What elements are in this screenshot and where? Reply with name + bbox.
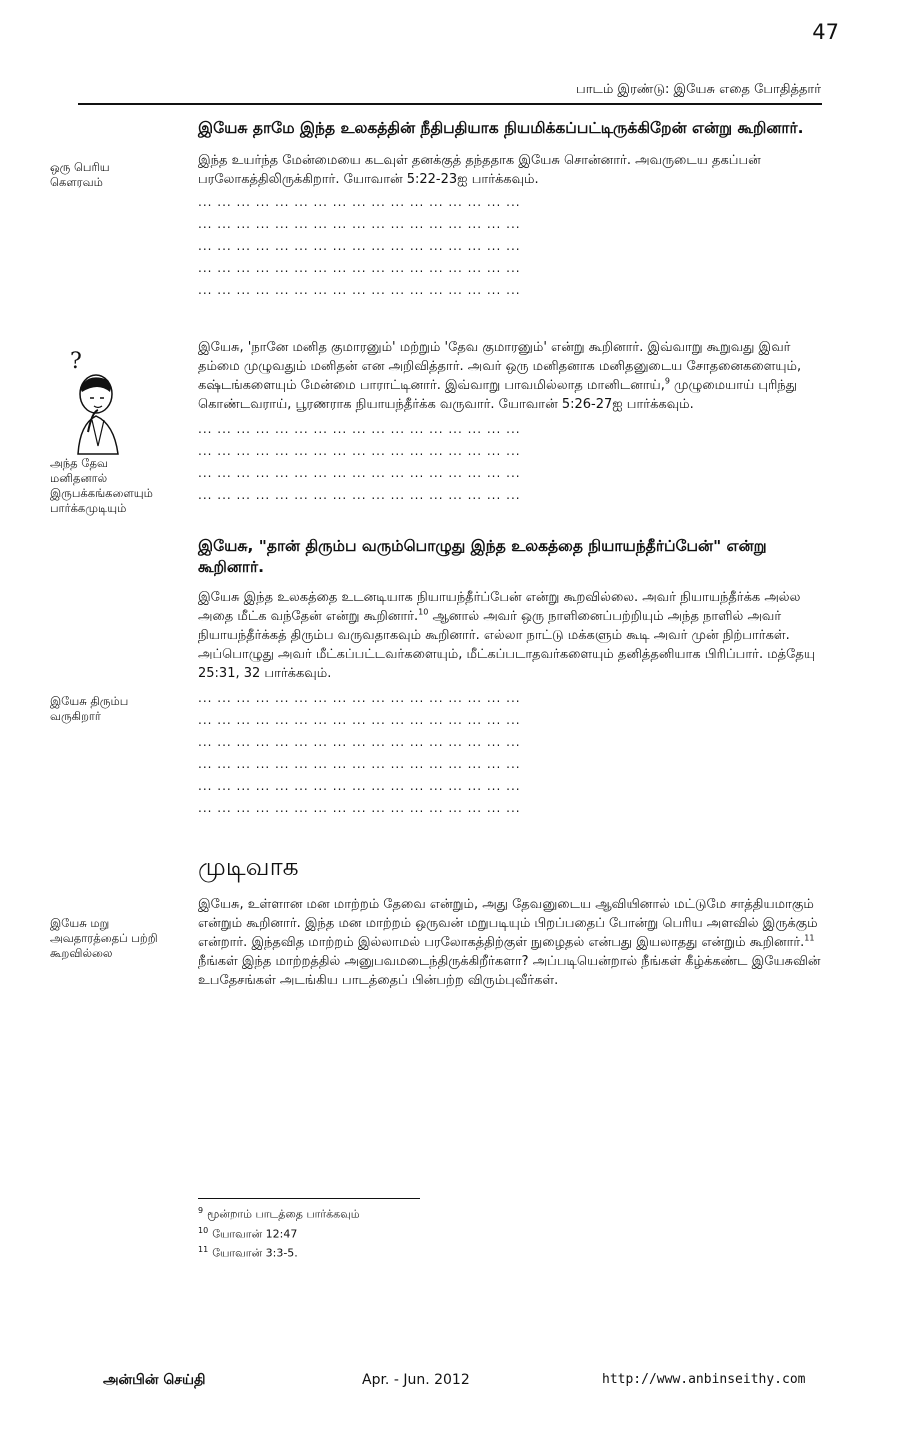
footnote-marker: 11 xyxy=(804,933,815,943)
section-heading: இயேசு தாமே இந்த உலகத்தின் நீதிபதியாக நியமிக்கப்பட்டிருக்கிறேன் என்று கூறினார். xyxy=(198,119,804,137)
margin-note-returns: இயேசு திரும்ப வருகிறார் xyxy=(50,694,129,723)
answer-line: ... ... ... ... ... ... ... ... ... ... ... ... ... ... ... ... ... xyxy=(198,239,521,253)
footnote xyxy=(198,1242,360,1262)
answer-line: ... ... ... ... ... ... ... ... ... ... ... ... ... ... ... ... ... xyxy=(198,691,521,705)
svg-text:?: ? xyxy=(70,349,82,374)
footnote-marker: 9 xyxy=(664,376,670,386)
footnote-text: யோவான் 3:3-5. xyxy=(212,1246,298,1260)
margin-note-honor: ஒரு பெரிய கௌரவம் xyxy=(50,160,110,189)
footnote-text: யோவான் 12:47 xyxy=(212,1227,298,1241)
running-header: பாடம் இரண்டு: இயேசு எதை போதித்தார் xyxy=(576,82,821,97)
footnotes xyxy=(198,1203,360,1262)
footnote-marker: 10 xyxy=(418,607,429,617)
body-paragraph xyxy=(198,588,823,683)
section-return xyxy=(198,536,823,819)
answer-line: ... ... ... ... ... ... ... ... ... ... ... ... ... ... ... ... ... xyxy=(198,488,521,502)
section-judge xyxy=(198,118,823,301)
footnote-text: மூன்றாம் பாடத்தை பார்க்கவும் xyxy=(207,1207,360,1221)
footer-issue-date: Apr. - Jun. 2012 xyxy=(362,1372,470,1388)
paragraph-text: இயேசு, உள்ளான மன மாற்றம் தேவை என்றும், அது தேவனுடைய ஆவியினால் மட்டுமே சாத்தியமாகும் என்றும் கூறினார். இந்த மன மாற்றம் ஒருவன் மறுபடியும் பிறப்பதைப் போன்று பெரிய அளவில் இருக்கும் என்றார். இந்தவித மாற்றம் இல்லாமல் பரலோகத்திற்குள் நுழைதல் என்பது இயலாதது என்றும் கூறினார். xyxy=(198,897,818,950)
answer-line: ... ... ... ... ... ... ... ... ... ... ... ... ... ... ... ... ... xyxy=(198,779,521,793)
answer-line: ... ... ... ... ... ... ... ... ... ... ... ... ... ... ... ... ... xyxy=(198,735,521,749)
answer-line: ... ... ... ... ... ... ... ... ... ... ... ... ... ... ... ... ... xyxy=(198,713,521,727)
answer-lines xyxy=(198,687,823,819)
footnote-number: 10 xyxy=(198,1225,209,1235)
header-rule xyxy=(78,103,822,105)
section-title: முடிவாக xyxy=(198,852,299,881)
margin-note-both-sides: அந்த தேவ மனிதனால் இருபக்கங்களையும் பார்க்கமுடியும் xyxy=(50,456,153,515)
footer-publication-name: அன்பின் செய்தி xyxy=(103,1372,206,1388)
section-conclusion xyxy=(198,852,823,990)
section-heading: இயேசு, "தான் திரும்ப வரும்பொழுது இந்த உலகத்தை நியாயந்தீர்ப்பேன்" என்று கூறினார். xyxy=(198,537,767,576)
answer-lines xyxy=(198,191,823,301)
body-paragraph: இந்த உயர்ந்த மேன்மையை கடவுள் தனக்குத் தந்ததாக இயேசு சொன்னார். அவருடைய தகப்பன் பரலோகத்திலிருக்கிறார். யோவான் 5:22-23ஐ பார்க்கவும். xyxy=(198,153,761,187)
body-paragraph xyxy=(198,338,823,414)
page-number: 47 xyxy=(812,20,839,44)
answer-line: ... ... ... ... ... ... ... ... ... ... ... ... ... ... ... ... ... xyxy=(198,422,521,436)
footnote-rule xyxy=(198,1198,420,1199)
footnote xyxy=(198,1223,360,1243)
paragraph-text: ஆனால் அவர் ஒரு நாளினைப்பற்றியும் அந்த நாளில் அவர் நியாயந்தீர்க்கத் திரும்ப வருவதாகவும் கூறினார். எல்லா நாட்டு மக்களும் கூடி அவர் முன் நிற்பார்கள். அப்பொழுது அவர் மீட்கப்பட்டவர்களையும், மீட்கப்படாதவர்களையும் தனித்தனியாக பிரிப்பார். மத்தேயு 25:31, 32 பார்க்கவும். xyxy=(198,609,815,681)
answer-line: ... ... ... ... ... ... ... ... ... ... ... ... ... ... ... ... ... xyxy=(198,444,521,458)
answer-lines xyxy=(198,418,823,506)
paragraph-text: இயேசு இந்த உலகத்தை உடனடியாக நியாயந்தீர்ப்பேன் என்று கூறவில்லை. அவர் நியாயந்தீர்க்க அல்ல அதை மீட்க வந்தேன் என்று கூறினார். xyxy=(198,590,801,624)
margin-note-reincarnation: இயேசு மறு அவதாரத்தைப் பற்றி கூறவில்லை xyxy=(50,916,158,960)
answer-line: ... ... ... ... ... ... ... ... ... ... ... ... ... ... ... ... ... xyxy=(198,283,521,297)
paragraph-text: முழுமையாய் புரிந்து கொண்டவராய், பூரணராக நியாயந்தீர்க்க வருவார். யோவான் 5:26-27ஐ பார்க்கவும். xyxy=(198,378,798,412)
answer-line: ... ... ... ... ... ... ... ... ... ... ... ... ... ... ... ... ... xyxy=(198,195,521,209)
paragraph-text: நீங்கள் இந்த மாற்றத்தில் அனுபவமடைந்திருக்கிறீர்களா? அப்படியென்றால் நீங்கள் கீழ்க்கண்ட இயேசுவின் உபதேசங்கள் அடங்கிய பாடத்தைப் பின்பற்ற விரும்புவீர்கள். xyxy=(198,954,821,988)
body-paragraph xyxy=(198,895,823,990)
thinking-man-icon xyxy=(58,346,128,456)
footnote xyxy=(198,1203,360,1223)
answer-line: ... ... ... ... ... ... ... ... ... ... ... ... ... ... ... ... ... xyxy=(198,466,521,480)
paragraph-text: இயேசு, 'நானே மனித குமாரனும்' மற்றும் 'தேவ குமாரனும்' என்று கூறினார். இவ்வாறு கூறுவது இவர் தம்மை முழுவதும் மனிதன் என அறிவித்தார். அவர் ஒரு மனிதனாக மனிதனுடைய சோதனைகளையும், கஷ்டங்களையும் மேன்மை பாராட்டினார். இவ்வாறு பாவமில்லாத மானிடனாய், xyxy=(198,340,802,393)
answer-line: ... ... ... ... ... ... ... ... ... ... ... ... ... ... ... ... ... xyxy=(198,757,521,771)
footer-website-link[interactable]: http://www.anbinseithy.com xyxy=(602,1372,806,1387)
footnote-number: 11 xyxy=(198,1245,209,1255)
section-son-of-man xyxy=(198,338,823,506)
answer-line: ... ... ... ... ... ... ... ... ... ... ... ... ... ... ... ... ... xyxy=(198,801,521,815)
answer-line: ... ... ... ... ... ... ... ... ... ... ... ... ... ... ... ... ... xyxy=(198,217,521,231)
footnote-number: 9 xyxy=(198,1206,204,1215)
answer-line: ... ... ... ... ... ... ... ... ... ... ... ... ... ... ... ... ... xyxy=(198,261,521,275)
